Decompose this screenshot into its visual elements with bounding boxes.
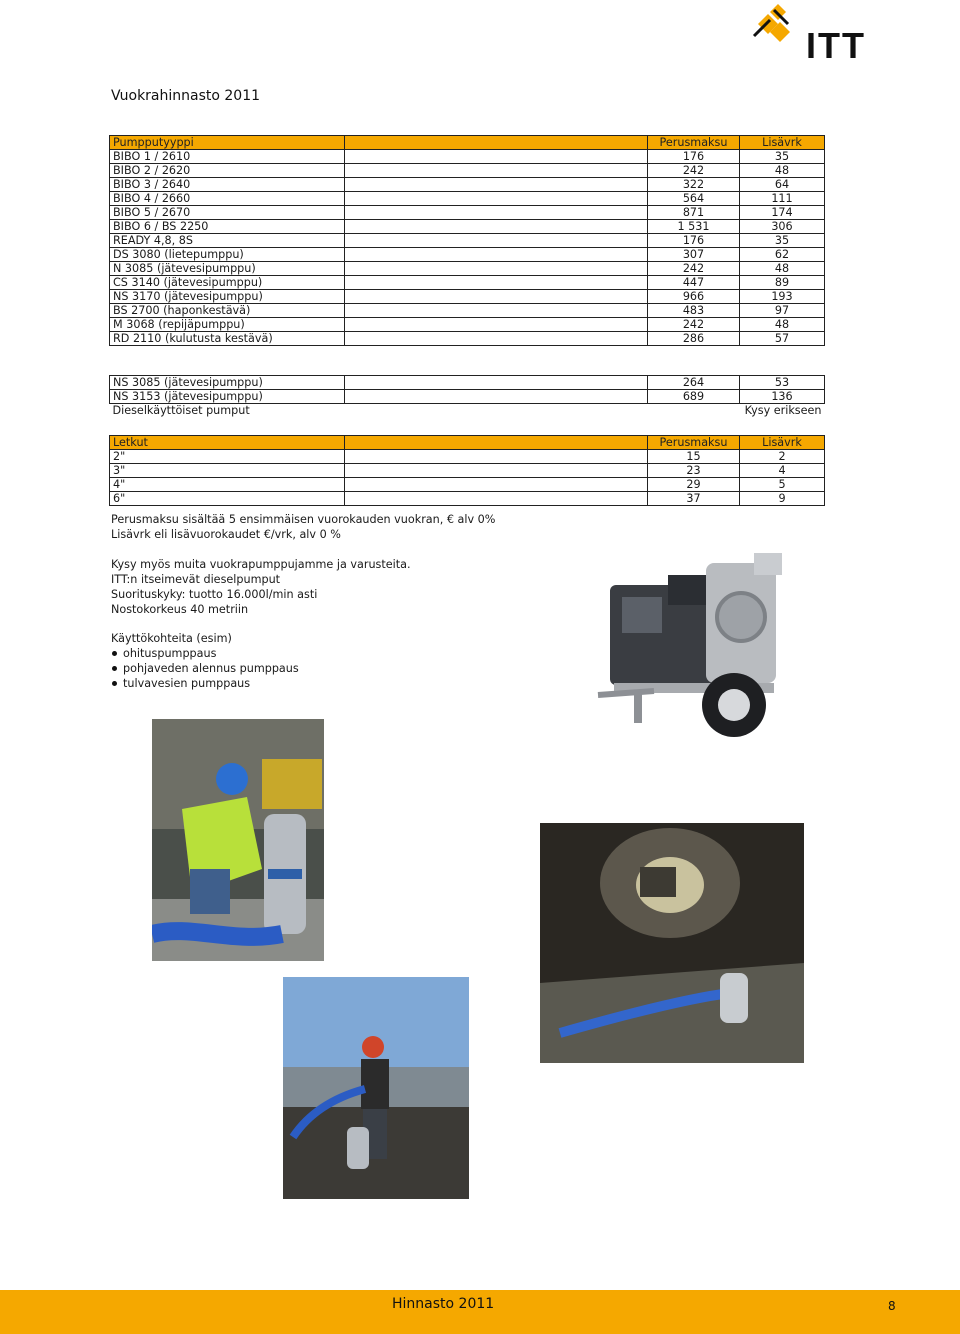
column-header: Lisävrk xyxy=(740,436,825,450)
table-row xyxy=(110,262,825,276)
row-label: BIBO 3 / 2640 xyxy=(110,178,345,192)
base-fee-cell: 15 xyxy=(648,450,740,464)
row-label: N 3085 (jätevesipumppu) xyxy=(110,262,345,276)
ask-separately-cell: Kysy erikseen xyxy=(744,404,822,417)
extra-pump-price-table xyxy=(109,375,825,417)
table-row xyxy=(110,492,825,506)
base-fee-cell: 447 xyxy=(648,276,740,290)
spacer-cell xyxy=(345,136,648,150)
base-fee-cell: 1 531 xyxy=(648,220,740,234)
row-label: Dieselkäyttöiset pumput xyxy=(112,404,250,417)
extra-day-cell: 57 xyxy=(740,332,825,346)
extra-day-cell: 35 xyxy=(740,150,825,164)
extra-day-cell: 111 xyxy=(740,192,825,206)
itt-logo-text: ITT xyxy=(806,25,866,62)
table-row xyxy=(110,450,825,464)
row-label: M 3068 (repijäpumppu) xyxy=(110,318,345,332)
use-cases-list xyxy=(111,646,299,691)
table-row xyxy=(110,234,825,248)
spacer-cell xyxy=(345,478,648,492)
row-label: BIBO 5 / 2670 xyxy=(110,206,345,220)
extra-day-cell: 62 xyxy=(740,248,825,262)
column-header: Pumpputyyppi xyxy=(110,136,345,150)
row-label: NS 3085 (jätevesipumppu) xyxy=(110,376,345,390)
column-header: Perusmaksu xyxy=(648,136,740,150)
column-header: Lisävrk xyxy=(740,136,825,150)
extra-day-cell: 306 xyxy=(740,220,825,234)
list-item: pohjaveden alennus pumppaus xyxy=(111,661,299,676)
list-item: ohituspumppaus xyxy=(111,646,299,661)
info-line: Suorituskyky: tuotto 16.000l/min asti xyxy=(111,588,318,601)
spacer-cell xyxy=(345,318,648,332)
base-fee-cell: 37 xyxy=(648,492,740,506)
pricing-note: Perusmaksu sisältää 5 ensimmäisen vuorokauden vuokran, € alv 0% xyxy=(111,513,496,526)
extra-day-cell: 53 xyxy=(740,376,825,390)
use-cases xyxy=(111,631,299,691)
row-label: BIBO 6 / BS 2250 xyxy=(110,220,345,234)
extra-day-cell: 48 xyxy=(740,262,825,276)
extra-day-cell: 5 xyxy=(740,478,825,492)
base-fee-cell: 29 xyxy=(648,478,740,492)
shore-pumping-photo xyxy=(283,977,469,1199)
column-header: Letkut xyxy=(110,436,345,450)
spacer-cell xyxy=(345,450,648,464)
spacer-cell xyxy=(345,290,648,304)
column-header: Perusmaksu xyxy=(648,436,740,450)
extra-day-cell: 2 xyxy=(740,450,825,464)
table-header-row xyxy=(110,436,825,450)
base-fee-cell: 564 xyxy=(648,192,740,206)
spacer-cell xyxy=(345,276,648,290)
spacer-cell xyxy=(345,220,648,234)
product-info xyxy=(111,557,411,617)
extra-day-cell: 89 xyxy=(740,276,825,290)
diesel-pump-photo xyxy=(594,545,790,745)
table-row xyxy=(110,404,825,418)
hose-price-table xyxy=(109,435,825,506)
spacer-cell xyxy=(345,192,648,206)
row-label: BS 2700 (haponkestävä) xyxy=(110,304,345,318)
extra-day-cell: 136 xyxy=(740,390,825,404)
pricing-note: Lisävrk eli lisävuorokaudet €/vrk, alv 0 % xyxy=(111,528,341,541)
itt-logo xyxy=(748,2,873,62)
table-row xyxy=(110,332,825,346)
pricing-notes xyxy=(111,512,495,542)
table-row xyxy=(110,150,825,164)
spacer-cell xyxy=(345,492,648,506)
row-label: 3" xyxy=(110,464,345,478)
table-header-row xyxy=(110,136,825,150)
row-label: RD 2110 (kulutusta kestävä) xyxy=(110,332,345,346)
table-row xyxy=(110,206,825,220)
spacer-cell xyxy=(345,206,648,220)
extra-day-cell: 193 xyxy=(740,290,825,304)
table-row xyxy=(110,192,825,206)
row-label: 6" xyxy=(110,492,345,506)
table-row xyxy=(110,248,825,262)
row-label: CS 3140 (jätevesipumppu) xyxy=(110,276,345,290)
footer-title: Hinnasto 2011 xyxy=(392,1296,495,1312)
table-row xyxy=(110,276,825,290)
base-fee-cell: 871 xyxy=(648,206,740,220)
spacer-cell xyxy=(345,390,648,404)
spacer-cell xyxy=(345,248,648,262)
table-row xyxy=(110,376,825,390)
table-row xyxy=(110,464,825,478)
document-title: Vuokrahinnasto 2011 xyxy=(111,88,261,104)
info-line: Nostokorkeus 40 metriin xyxy=(111,603,249,616)
extra-day-cell: 48 xyxy=(740,318,825,332)
use-cases-title: Käyttökohteita (esim) xyxy=(111,632,232,645)
spacer-cell xyxy=(345,262,648,276)
spacer-cell xyxy=(345,234,648,248)
base-fee-cell: 307 xyxy=(648,248,740,262)
extra-day-cell: 35 xyxy=(740,234,825,248)
table-row xyxy=(110,478,825,492)
base-fee-cell: 264 xyxy=(648,376,740,390)
extra-day-cell: 174 xyxy=(740,206,825,220)
row-label: NS 3153 (jätevesipumppu) xyxy=(110,390,345,404)
row-label: BIBO 4 / 2660 xyxy=(110,192,345,206)
extra-day-cell: 64 xyxy=(740,178,825,192)
base-fee-cell: 176 xyxy=(648,150,740,164)
base-fee-cell: 966 xyxy=(648,290,740,304)
row-label: NS 3170 (jätevesipumppu) xyxy=(110,290,345,304)
table-row xyxy=(110,220,825,234)
row-label: 4" xyxy=(110,478,345,492)
table-row xyxy=(110,164,825,178)
pump-price-table xyxy=(109,135,825,346)
spacer-cell xyxy=(345,332,648,346)
spacer-cell xyxy=(345,304,648,318)
page-number: 8 xyxy=(888,1299,896,1313)
worker-with-pump-photo xyxy=(152,719,324,961)
table-row xyxy=(110,318,825,332)
row-label: READY 4,8, 8S xyxy=(110,234,345,248)
footer-bar xyxy=(0,1290,960,1334)
base-fee-cell: 176 xyxy=(648,234,740,248)
base-fee-cell: 322 xyxy=(648,178,740,192)
base-fee-cell: 483 xyxy=(648,304,740,318)
table-row xyxy=(110,390,825,404)
base-fee-cell: 242 xyxy=(648,318,740,332)
spacer-cell xyxy=(345,178,648,192)
row-label: DS 3080 (lietepumppu) xyxy=(110,248,345,262)
extra-day-cell: 48 xyxy=(740,164,825,178)
info-line: Kysy myös muita vuokrapumppujamme ja varusteita. xyxy=(111,558,411,571)
info-line: ITT:n itseimevät dieselpumput xyxy=(111,573,281,586)
spacer-cell xyxy=(345,164,648,178)
base-fee-cell: 286 xyxy=(648,332,740,346)
base-fee-cell: 23 xyxy=(648,464,740,478)
base-fee-cell: 242 xyxy=(648,262,740,276)
base-fee-cell: 689 xyxy=(648,390,740,404)
table-row xyxy=(110,304,825,318)
row-label: BIBO 2 / 2620 xyxy=(110,164,345,178)
row-label: BIBO 1 / 2610 xyxy=(110,150,345,164)
table-row xyxy=(110,290,825,304)
extra-day-cell: 4 xyxy=(740,464,825,478)
spacer-cell xyxy=(345,150,648,164)
extra-day-cell: 97 xyxy=(740,304,825,318)
spacer-cell xyxy=(345,436,648,450)
spacer-cell xyxy=(345,404,648,418)
base-fee-cell: 242 xyxy=(648,164,740,178)
itt-logo-mark-icon xyxy=(754,4,790,42)
table-row xyxy=(110,178,825,192)
spacer-cell xyxy=(345,464,648,478)
row-label: 2" xyxy=(110,450,345,464)
extra-day-cell: 9 xyxy=(740,492,825,506)
tunnel-pumping-photo xyxy=(540,823,804,1063)
spacer-cell xyxy=(345,376,648,390)
list-item: tulvavesien pumppaus xyxy=(111,676,299,691)
